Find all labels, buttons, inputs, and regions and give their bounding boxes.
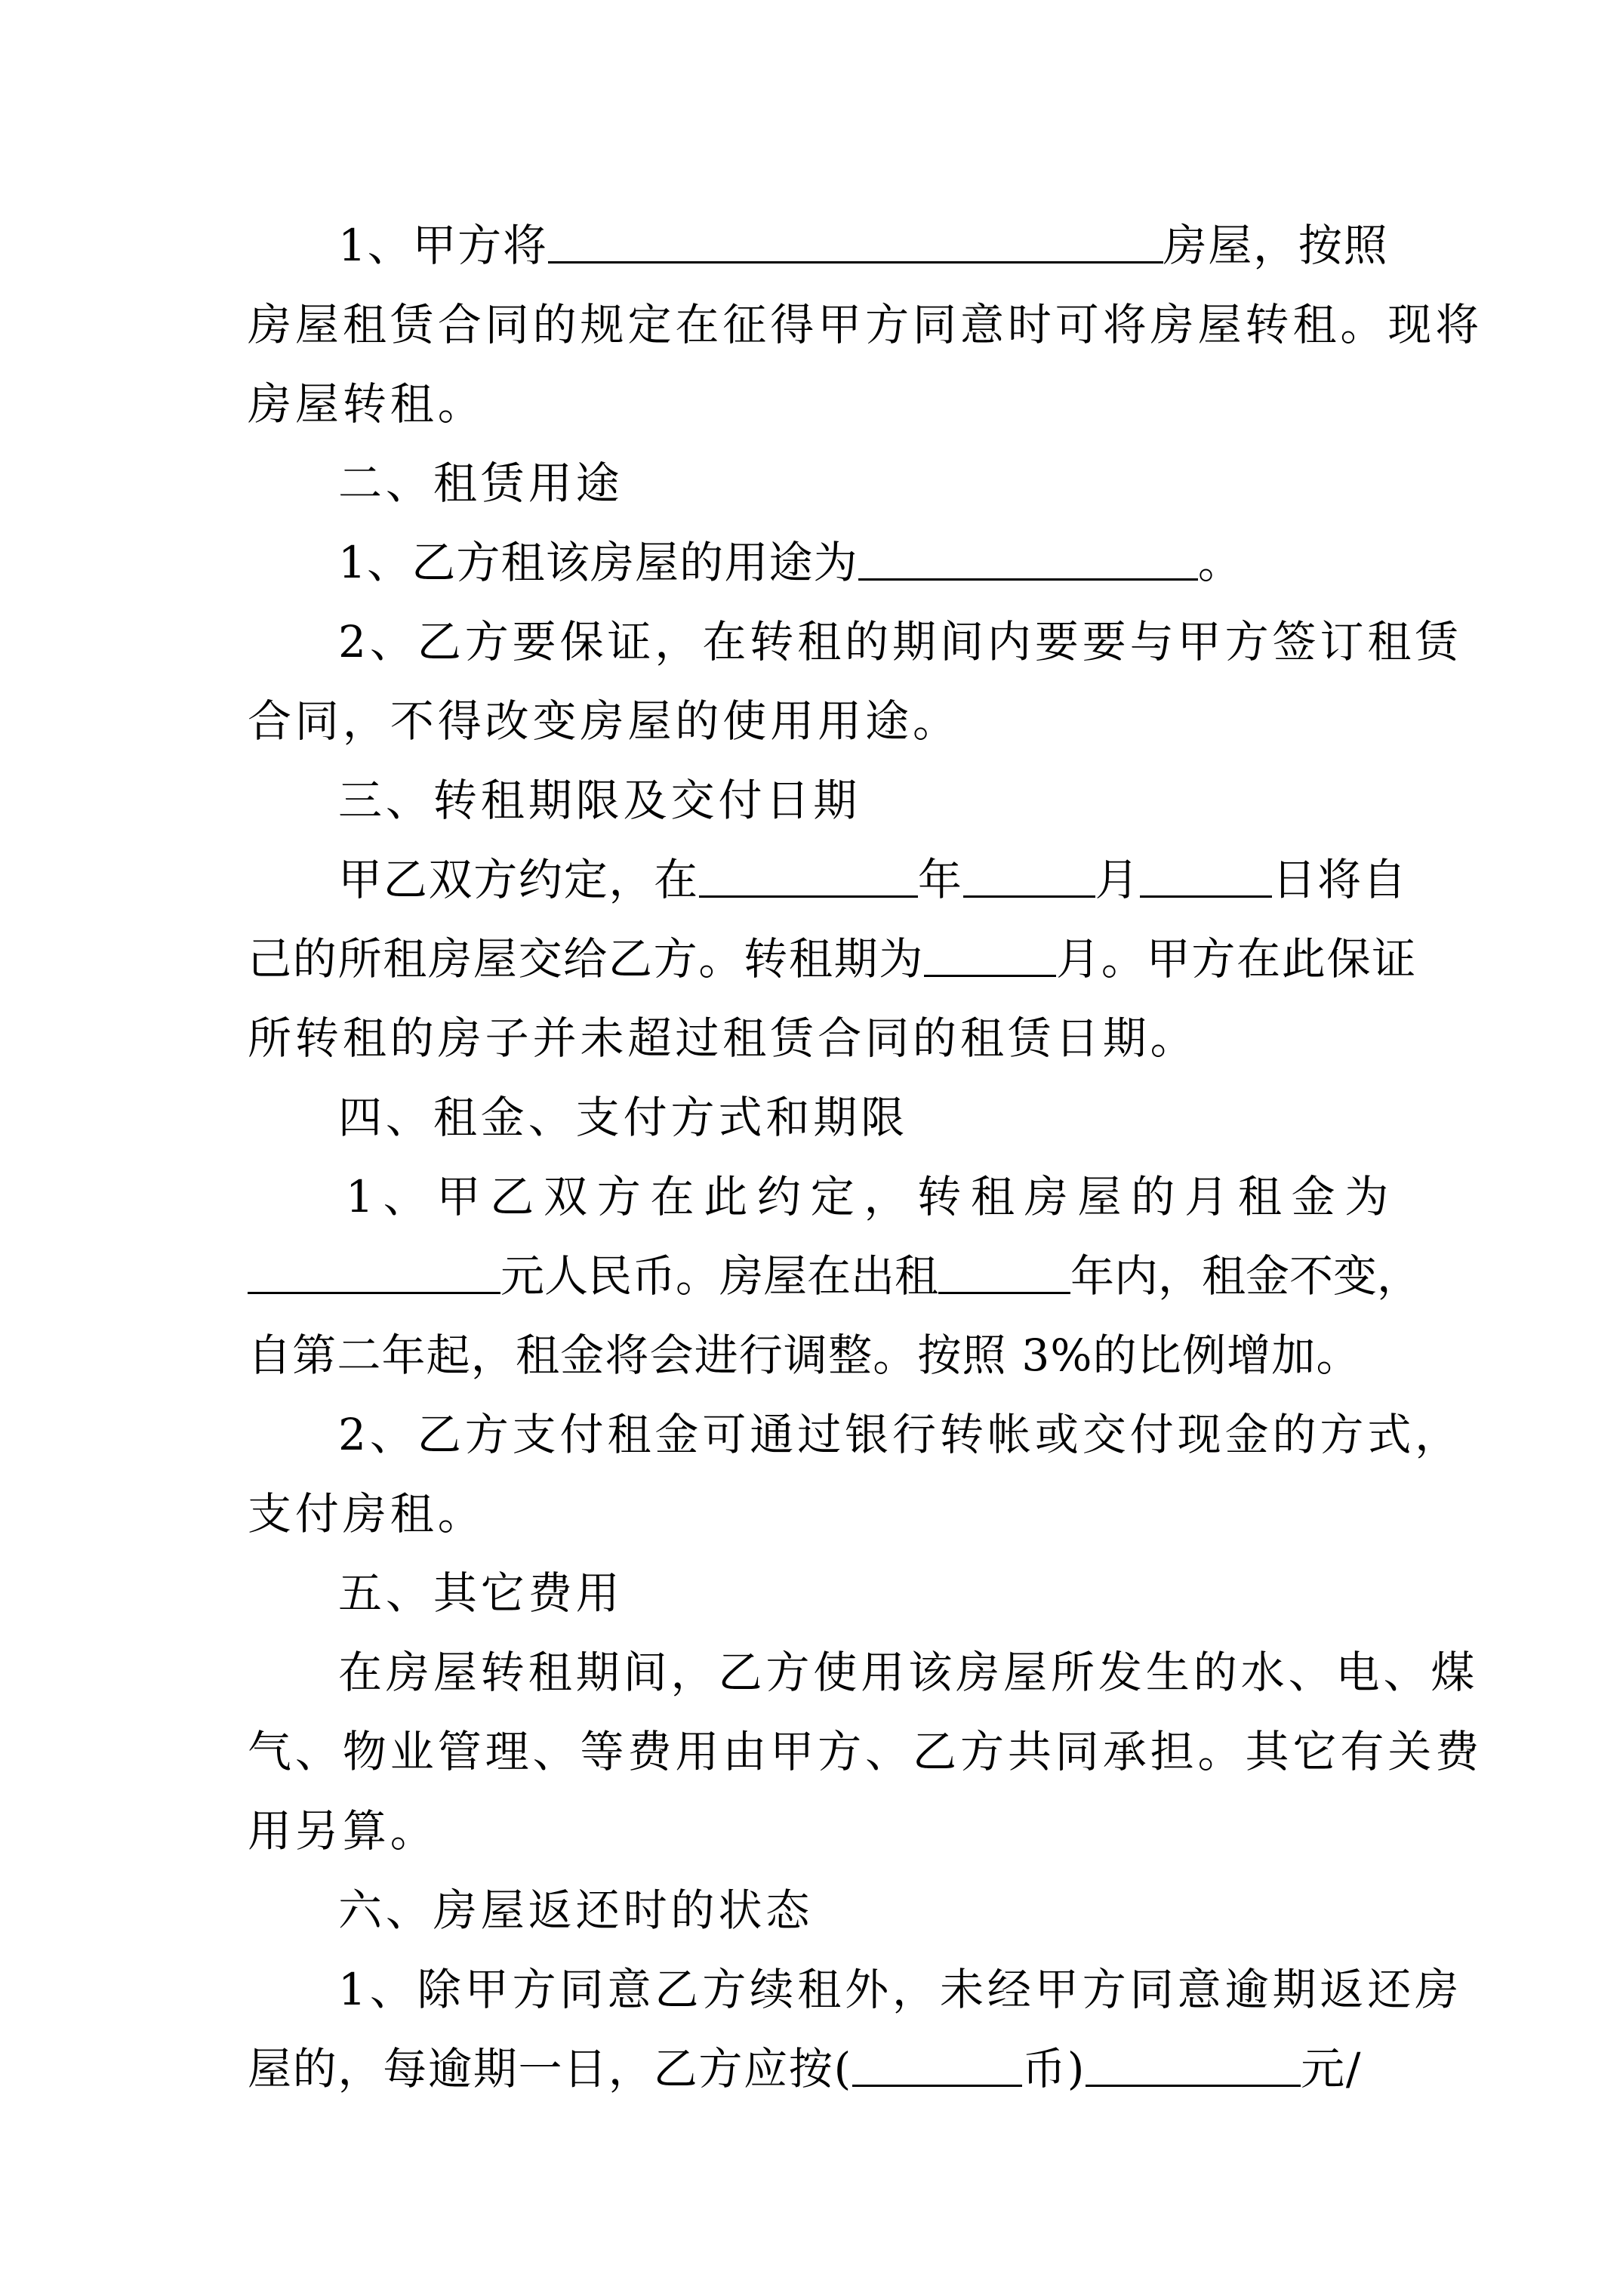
- clause-1-line-3: [248, 362, 1387, 445]
- text-run: 三、转租期限及交付日期: [338, 775, 861, 826]
- text-run: 。: [1197, 537, 1243, 588]
- usage-clause-2-line-1: [338, 600, 1478, 683]
- blank-field-term-months: [924, 928, 1056, 977]
- section-heading-2: [338, 442, 1478, 525]
- text-run: 房屋租赁合同的规定在征得甲方同意时可将房屋转租。现将: [248, 299, 1483, 350]
- section-heading-4: [338, 1076, 1478, 1159]
- text-run: 月。甲方在此保证: [1056, 933, 1418, 985]
- term-clause-line-1: [338, 838, 1478, 921]
- text-run: 月: [1095, 854, 1141, 905]
- text-run: 2、乙方要保证，在转租的期间内要要与甲方签订租赁: [338, 616, 1463, 667]
- rent-clause-2-line-2: [248, 1472, 1387, 1555]
- usage-clause-2-line-2: [248, 680, 1387, 763]
- text-run: 自第二年起，租金将会进行调整。按照 3%的比例增加。: [248, 1330, 1361, 1381]
- blank-field-year: [699, 849, 918, 898]
- section-heading-3: [338, 759, 1478, 842]
- text-run: 在房屋转租期间，乙方使用该房屋所发生的水、电、煤: [338, 1647, 1479, 1698]
- rent-clause-1-line-3: [248, 1314, 1387, 1397]
- blank-field-monthly-rent: [248, 1245, 500, 1294]
- rent-clause-2-line-1: [338, 1393, 1463, 1476]
- fees-clause-line-2: [248, 1710, 1483, 1793]
- section-heading-5: [338, 1552, 1478, 1635]
- term-clause-line-2: [248, 917, 1418, 1000]
- text-run: 甲乙双方约定，在: [338, 854, 699, 905]
- rent-clause-1-line-1: [346, 1155, 1399, 1238]
- usage-clause-1: [338, 521, 1478, 604]
- text-run: 1、除甲方同意乙方续租外，未经甲方同意逾期返还房: [338, 1964, 1463, 2015]
- term-clause-line-3: [248, 997, 1387, 1080]
- return-clause-line-1: [338, 1948, 1463, 2031]
- blank-field-usage: [858, 532, 1198, 581]
- text-run: 己的所租房屋交给乙方。转租期为: [248, 933, 925, 985]
- section-heading-6: [338, 1869, 1478, 1952]
- text-run: 五、其它费用: [338, 1567, 624, 1619]
- text-run: 合同，不得改变房屋的使用用途。: [248, 695, 960, 747]
- text-run: 房屋转租。: [248, 378, 485, 430]
- blank-field-years: [938, 1245, 1070, 1294]
- text-run: 四、租金、支付方式和期限: [338, 1092, 909, 1143]
- text-run: 1、甲乙双方在此约定，转租房屋的月租金为: [346, 1171, 1399, 1222]
- text-run: 六、房屋返还时的状态: [338, 1885, 814, 1936]
- fees-clause-line-1: [338, 1631, 1479, 1714]
- blank-field-property: [548, 214, 1163, 264]
- rent-clause-1-line-2: [248, 1234, 1421, 1318]
- clause-1-line-2: [248, 283, 1483, 366]
- text-run: 二、租赁用途: [338, 458, 624, 509]
- text-run: 1、乙方租该房屋的用途为: [338, 537, 858, 588]
- text-run: 气、物业管理、等费用由甲方、乙方共同承担。其它有关费: [248, 1726, 1483, 1777]
- return-clause-line-2: [248, 2027, 1387, 2110]
- text-run: 币): [1022, 2043, 1086, 2094]
- fees-clause-line-3: [248, 1789, 1387, 1872]
- text-run: 元人民币。房屋在出租: [500, 1250, 939, 1302]
- blank-field-currency: [852, 2038, 1022, 2087]
- text-run: 用另算。: [248, 1805, 438, 1857]
- blank-field-month: [963, 849, 1095, 898]
- text-run: 支付房租。: [248, 1488, 485, 1539]
- blank-field-amount: [1086, 2038, 1301, 2087]
- text-run: 年: [917, 854, 963, 905]
- text-run: 日将自: [1272, 854, 1408, 905]
- clause-1-line-1: [338, 204, 1387, 287]
- text-run: 元/: [1301, 2043, 1363, 2094]
- text-run: 2、乙方支付租金可通过银行转帐或交付现金的方式，: [338, 1409, 1463, 1460]
- text-run: 屋的，每逾期一日，乙方应按(: [248, 2043, 852, 2094]
- text-run: 所转租的房子并未超过租赁合同的租赁日期。: [248, 1012, 1198, 1064]
- text-run: 年内，租金不变，: [1070, 1250, 1421, 1302]
- text-run: 房屋，按照: [1163, 220, 1389, 271]
- text-run: 1、甲方将: [338, 220, 548, 271]
- blank-field-day: [1140, 849, 1272, 898]
